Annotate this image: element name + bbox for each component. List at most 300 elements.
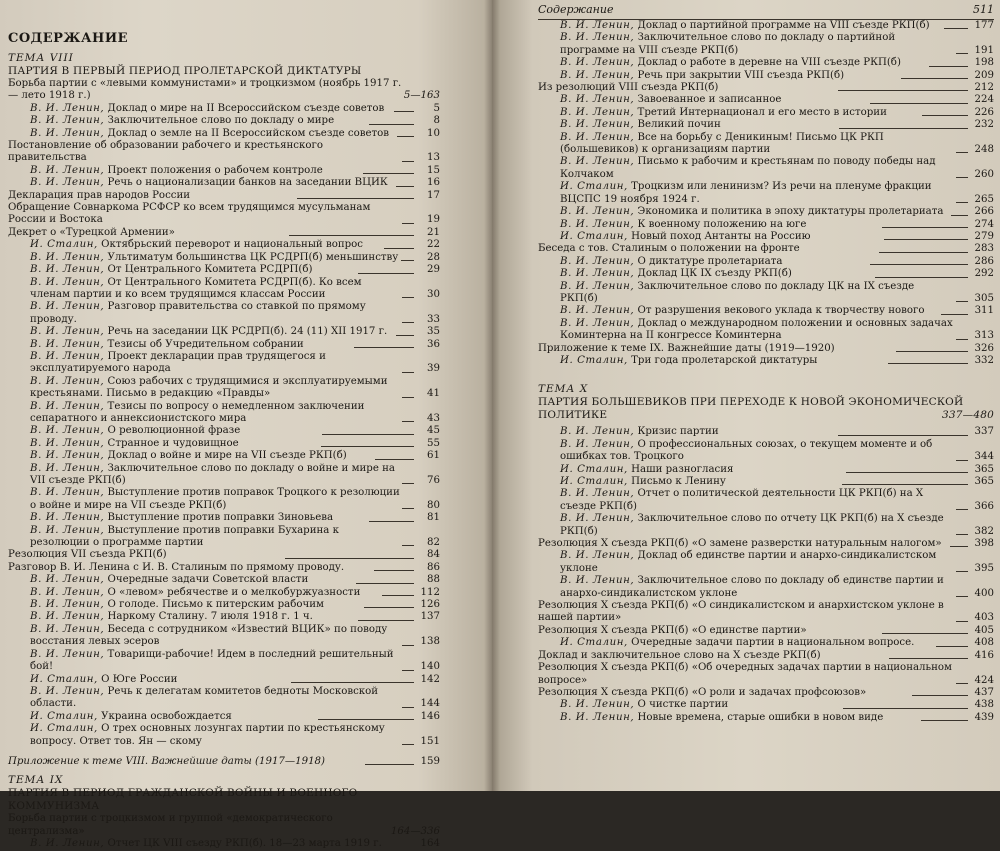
entry-title: Резолюция X съезда РКП(б) «О роли и задачах профсоюзов» [538,686,867,698]
leader-line [956,571,968,572]
toc-entry[interactable] [538,256,994,268]
entry-title: Украина освобождается [101,710,232,722]
entry-page: 28 [427,251,441,263]
toc-entry[interactable] [538,206,994,218]
entry-page: 45 [427,425,441,437]
tema-10-label: ТЕМА X [538,383,589,396]
toc-entry[interactable] [538,119,994,131]
leader-line [318,719,414,720]
leader-line [956,152,968,153]
entry-title: Заключительное слово по докладу о партийной программе на VIII съезде РКП(б) [560,32,896,56]
entry-page: 305 [974,292,994,304]
leader-line [875,277,968,278]
toc-entry[interactable] [8,611,440,623]
toc-entry[interactable] [8,165,440,177]
leader-line [944,28,968,29]
leader-line [402,483,414,484]
entry-author: В. И. Ленин, [560,32,635,44]
leader-line [289,235,414,236]
leader-line [402,645,414,646]
toc-entry[interactable] [8,264,440,276]
leader-line [291,682,414,683]
entry-title: От Центрального Комитета РСДРП(б) [107,264,313,276]
toc-entry[interactable] [8,562,440,574]
entry-title: Кризис партии [637,426,719,438]
toc-entry[interactable] [538,600,994,625]
entry-page: 140 [420,661,440,673]
entry-page: 292 [974,268,995,280]
toc-entry[interactable] [538,439,994,464]
toc-entry[interactable] [8,252,440,264]
entry-title: Заключительное слово по докладу ЦК на IX съезде РКП(б) [560,280,915,304]
entry-page: 226 [974,106,995,118]
tema-8-appendix[interactable] [8,756,440,768]
toc-entry[interactable] [8,624,440,649]
leader-line [358,620,414,621]
toc-entry[interactable] [8,339,440,351]
entry-author: В. И. Ленин, [30,586,105,598]
entry-author: В. И. Ленин, [560,280,635,292]
entry-page: 177 [974,20,995,31]
leader-line [402,670,414,671]
entry-title: Речь к делегатам комитетов бедноты Московской области. [30,685,379,710]
entry-title: Беседа с сотрудником «Известий ВЦИК» по поводу восстания левых эсеров [30,623,388,648]
entry-title: Заключительное слово по докладу о войне и мире на VII съезде РКП(б) [30,462,395,486]
entry-page: 19 [427,214,440,226]
toc-entry[interactable] [538,219,994,231]
toc-entry[interactable] [8,525,440,550]
leader-line [401,260,414,261]
toc-entry[interactable] [538,32,994,57]
leader-line [956,177,968,178]
tema-10-title-text: ПАРТИЯ БОЛЬШЕВИКОВ ПРИ ПЕРЕХОДЕ К НОВОЙ ЭКОНОМИЧЕСКОЙ ПОЛИТИКЕ [538,396,964,422]
entry-author: В. И. Ленин, [560,94,635,106]
entry-page: 112 [420,586,440,598]
entry-author: И. Сталин, [560,181,628,193]
entry-page: 266 [974,206,994,218]
entry-title: Доклад о войне и мире на VII съезде РКП(б) [107,450,347,462]
entry-page: 365 [974,476,994,487]
entry-page: 248 [974,144,994,156]
toc-entry[interactable] [8,686,440,711]
entry-title: Отчет о политической деятельности ЦК РКП(б) на X съезде РКП(б) [560,488,924,512]
toc-entry[interactable] [8,190,440,202]
toc-entry[interactable] [8,463,440,488]
toc-entry[interactable] [8,838,440,850]
entry-title: Доклад и заключительное слово на X съезде РКП(б) [538,649,821,661]
entry-author: В. И. Ленин, [30,301,105,313]
leader-line [956,53,968,54]
toc-entry[interactable] [538,156,994,181]
entry-author: В. И. Ленин, [560,106,635,118]
entry-page: 313 [974,330,994,342]
entry-author: В. И. Ленин, [30,102,105,114]
entry-page: 408 [974,637,994,649]
entry-page: 405 [974,624,995,636]
entry-page: 403 [974,612,994,624]
entry-page: 36 [427,338,440,350]
leader-line [354,347,414,348]
leader-line [297,198,414,199]
entry-author: В. И. Ленин, [30,115,105,127]
entry-title: Доклад о земле на II Всероссийском съезде советов [107,127,390,139]
entry-page: 198 [974,57,995,69]
entry-title: Письмо к рабочим и крестьянам по поводу победы над Колчаком [560,156,936,180]
toc-entry[interactable] [8,711,440,723]
entry-page: 283 [974,243,994,255]
toc-entry[interactable] [8,723,440,748]
entry-page: 151 [420,735,440,747]
leader-line [929,66,968,67]
entry-title: Доклад ЦК IX съезду РКП(б) [637,268,792,280]
toc-entry[interactable] [538,181,994,206]
leader-line [402,744,414,745]
leader-line [369,521,414,522]
entry-author: И. Сталин, [560,354,628,366]
entry-author: В. И. Ленин, [30,512,105,524]
entry-page: 82 [427,537,440,549]
leader-line [950,546,968,547]
entry-author: И. Сталин, [560,463,628,475]
leader-line [956,460,968,461]
leader-line [922,115,968,116]
entry-author: В. И. Ленин, [30,127,105,139]
toc-entry[interactable] [538,305,994,317]
entry-title: Резолюция X съезда РКП(б) «Об очередных задачах партии в национальном вопросе» [538,662,952,686]
entry-page: 212 [974,82,994,94]
leader-line [838,435,968,436]
leader-line [382,595,414,596]
tema-10-entries [538,426,994,724]
entry-author: И. Сталин, [560,230,628,242]
toc-entry[interactable] [8,128,440,140]
tema-8-entries [8,103,440,748]
entry-title: Постановление об образовании рабочего и крестьянского правительства [8,140,323,164]
toc-entry[interactable] [8,549,440,561]
entry-title: Новый поход Антанты на Россию [631,230,811,242]
leader-line [358,273,414,274]
leader-line [396,335,414,336]
toc-entry[interactable] [8,425,440,437]
entry-author: В. И. Ленин, [560,255,635,267]
toc-entry[interactable] [8,277,440,302]
entry-title: Резолюция X съезда РКП(б) «О замене разверстки натуральным налогом» [538,538,942,550]
leader-line [842,484,968,485]
toc-entry[interactable] [538,94,994,106]
toc-entry[interactable] [538,355,994,367]
entry-title: Речь при закрытии VIII съезда РКП(б) [637,69,845,81]
entry-page: 326 [974,342,994,354]
entry-title: Разговор правительства со ставкой по прямому проводу. [30,301,366,325]
entry-page: 39 [427,363,440,375]
toc-entry[interactable] [538,712,994,724]
toc-entry[interactable] [538,343,994,355]
entry-page: 142 [420,673,441,685]
toc-entry[interactable] [8,599,440,611]
entry-page: 400 [974,587,994,599]
toc-entry[interactable] [538,281,994,306]
leader-line [884,239,968,240]
entry-author: В. И. Ленин, [560,69,635,81]
toc-entry[interactable] [538,70,994,82]
tema-9-label: ТЕМА IX [8,774,64,787]
entry-title: Отчет ЦК VIII съезду РКП(б). 18—23 марта 1919 г. [107,838,382,850]
leader-line [397,136,414,137]
entry-author: В. И. Ленин, [30,350,105,362]
toc-entry[interactable] [8,351,440,376]
entry-author: И. Сталин, [30,673,98,685]
entry-page: 5 [433,102,441,114]
entry-author: В. И. Ленин, [30,326,105,338]
entry-title: Товарищи-рабочие! Идем в последний решительный бой! [30,648,394,673]
entry-title: О диктатуре пролетариата [637,255,783,267]
entry-author: В. И. Ленин, [560,317,635,329]
entry-author: В. И. Ленин, [560,119,635,131]
toc-entry[interactable] [8,450,440,462]
running-head [538,2,994,20]
toc-entry[interactable] [538,575,994,600]
entry-page: 209 [974,69,994,81]
leader-line [402,421,414,422]
entry-page: 260 [974,168,994,180]
entry-author: В. И. Ленин, [30,375,105,387]
entry-page: 126 [420,599,440,611]
entry-title: Доклад о партийной программе на VIII съезде РКП(б) [637,20,930,31]
entry-page: 164 [420,838,440,850]
entry-author: В. И. Ленин, [30,524,105,536]
entry-title: Выступление против поправки Зиновьева [107,512,334,524]
entry-author: И. Сталин, [30,239,98,251]
entry-page: 439 [974,711,995,723]
entry-author: В. И. Ленин, [560,699,635,711]
leader-line [369,124,414,125]
section-range: 164—336 [390,825,440,837]
toc-entry[interactable] [538,699,994,711]
toc-entry[interactable] [538,231,994,243]
toc-entry[interactable] [8,177,440,189]
leader-line [838,90,968,91]
toc-entry[interactable] [538,82,994,94]
toc-entry[interactable] [8,512,440,524]
leader-line [363,173,414,174]
entry-page: 10 [427,127,441,139]
entry-author: В. И. Ленин, [560,218,635,230]
entry-title: Наши разногласия [631,463,734,475]
entry-author: В. И. Ленин, [30,437,105,449]
entry-author: В. И. Ленин, [560,488,635,500]
entry-page: 398 [974,538,994,550]
entry-title: Приложение к теме IX. Важнейшие даты (1919—1920) [538,342,835,354]
entry-title: Странное и чудовищное [107,437,239,449]
leader-line [402,223,414,224]
entry-author: В. И. Ленин, [30,685,105,697]
entry-page: 84 [427,549,441,561]
entry-title: Разговор В. И. Ленина с И. В. Сталиным по прямому проводу. [8,561,345,573]
leader-line [941,314,968,315]
leader-line [956,301,968,302]
entry-title: Доклад о работе в деревне на VIII съезде РКП(б) [637,57,901,69]
entry-page: 17 [427,189,440,201]
entry-author: В. И. Ленин, [560,268,635,280]
tema-8-section [8,78,440,103]
entry-page: 332 [974,354,995,366]
leader-line [896,351,968,352]
entry-author: В. И. Ленин, [30,177,105,189]
entry-title: О чистке партии [637,699,729,711]
toc-entry[interactable] [8,326,440,338]
toc-entry[interactable] [538,687,994,699]
entry-page: 33 [427,313,440,325]
entry-author: В. И. Ленин, [30,276,105,288]
entry-page: 366 [974,500,994,512]
toc-entry[interactable] [538,513,994,538]
entry-title: Все на борьбу с Деникиным! Письмо ЦК РКП (большевиков) к организациям партии [560,131,884,156]
leader-line [956,339,968,340]
toc-entry[interactable] [538,243,994,255]
entry-author: В. И. Ленин, [30,338,105,350]
entry-author: В. И. Ленин, [30,450,105,462]
entry-author: В. И. Ленин, [560,206,635,218]
leader-line [394,111,414,112]
entry-title: Речь о национализации банков на заседании ВЦИК [107,177,388,189]
entry-title: Заключительное слово по отчету ЦК РКП(б) на X съезде РКП(б) [560,513,944,537]
entry-title: Резолюция X съезда РКП(б) «О единстве партии» [538,624,807,636]
entry-page: 146 [420,710,441,722]
entry-page: 13 [427,152,440,164]
entry-page: 232 [974,119,995,131]
toc-entry[interactable] [538,637,994,649]
toc-entry[interactable] [538,662,994,687]
entry-author: В. И. Ленин, [30,487,105,499]
toc-entry[interactable] [8,239,440,251]
toc-entry[interactable] [8,587,440,599]
entry-page: 382 [974,525,994,537]
entry-page: 138 [420,636,440,648]
entry-author: В. И. Ленин, [30,623,105,635]
leader-line [936,646,968,647]
entry-author: В. И. Ленин, [30,648,105,660]
entry-page: 41 [427,388,440,400]
entry-author: В. И. Ленин, [560,575,635,587]
entry-title: Доклад об единстве партии и анархо-синдикалистском уклоне [560,550,937,574]
leader-line [384,248,415,249]
toc-entry[interactable] [538,426,994,438]
tema-9-entries [538,20,994,355]
entry-title: Наркому Сталину. 7 июля 1918 г. 1 ч. [107,611,313,623]
leader-line [870,103,968,104]
toc-entry[interactable] [8,140,440,165]
entry-page: 311 [974,305,995,317]
entry-title: От разрушения векового уклада к творчеству нового [637,305,925,317]
entry-title: Проект декларации прав трудящегося и эксплуатируемого народа [30,350,326,375]
tema-10-title [538,396,994,422]
toc-entry[interactable] [538,57,994,69]
book-gutter [484,0,500,791]
entry-author: В. И. Ленин, [30,599,105,611]
entry-author: В. И. Ленин, [560,438,635,450]
toc-entry[interactable] [8,202,440,227]
leader-line [912,695,968,696]
entry-page: 424 [974,674,994,686]
entry-author: В. И. Ленин, [30,462,105,474]
leader-line [889,658,968,659]
entry-title: Ультиматум большинства ЦК РСДРП(б) меньшинству [107,251,399,263]
appendix-text: Приложение к теме VIII. Важнейшие даты (1917—1918) [8,755,326,767]
leader-line [402,161,414,162]
leader-line [846,472,968,473]
toc-entry[interactable] [8,674,440,686]
toc-entry[interactable] [8,574,440,586]
leader-line [956,534,968,535]
entry-author: И. Сталин, [30,710,98,722]
tema-9-section [8,813,440,838]
entry-title: Великий почин [637,119,721,131]
toc-entry[interactable] [538,132,994,157]
toc-entry[interactable] [8,103,440,115]
toc-entry[interactable] [8,227,440,239]
toc-entry[interactable] [8,487,440,512]
toc-entry[interactable] [538,464,994,476]
toc-entry[interactable] [8,115,440,127]
leader-line [839,128,968,129]
entry-title: Декрет о «Турецкой Армении» [8,226,175,238]
entry-page: 21 [427,226,441,238]
toc-entry[interactable] [538,318,994,343]
leader-line [870,264,968,265]
leader-line [956,509,968,510]
entry-title: Союз рабочих с трудящимися и эксплуатируемыми крестьянами. Письмо в редакцию «Правды» [30,375,388,400]
toc-entry[interactable] [8,438,440,450]
entry-page: 35 [427,326,441,338]
leader-line [402,707,414,708]
toc-entry[interactable] [8,301,440,326]
entry-title: К военному положению на юге [637,218,807,230]
toc-entry[interactable] [538,550,994,575]
toc-entry[interactable] [538,625,994,637]
toc-entry[interactable] [538,488,994,513]
entry-title: Доклад о мире на II Всероссийском съезде советов [107,102,385,114]
tema-8-label: ТЕМА VIII [8,52,74,64]
entry-title: О революционной фразе [107,425,241,437]
toc-entry[interactable] [538,476,994,488]
toc-entry[interactable] [8,376,440,401]
entry-page: 80 [427,499,440,511]
leader-line [364,607,414,608]
toc-entry[interactable] [8,401,440,426]
toc-entry[interactable] [538,20,994,32]
entry-page: 437 [974,686,994,698]
entry-author: В. И. Ленин, [560,513,635,525]
entry-page: 438 [974,699,995,711]
entry-title: Троцкизм или ленинизм? Из речи на пленуме фракции ВЦСПС 19 ноября 1924 г. [560,181,932,205]
toc-entry[interactable] [538,107,994,119]
entry-page: 137 [420,611,441,623]
leader-line [956,202,968,203]
entry-title: Очередные задачи Советской власти [107,574,309,586]
entry-page: 61 [427,450,441,462]
entry-author: В. И. Ленин, [560,426,635,438]
left-column [8,0,440,851]
toc-entry[interactable] [538,650,994,662]
toc-entry[interactable] [8,649,440,674]
leader-line [356,583,414,584]
entry-title: Декларация прав народов России [8,189,191,201]
appendix-page: 159 [420,755,441,767]
entry-author: В. И. Ленин, [560,131,635,143]
toc-entry[interactable] [538,538,994,550]
toc-entry[interactable] [538,268,994,280]
leader-line [888,363,968,364]
